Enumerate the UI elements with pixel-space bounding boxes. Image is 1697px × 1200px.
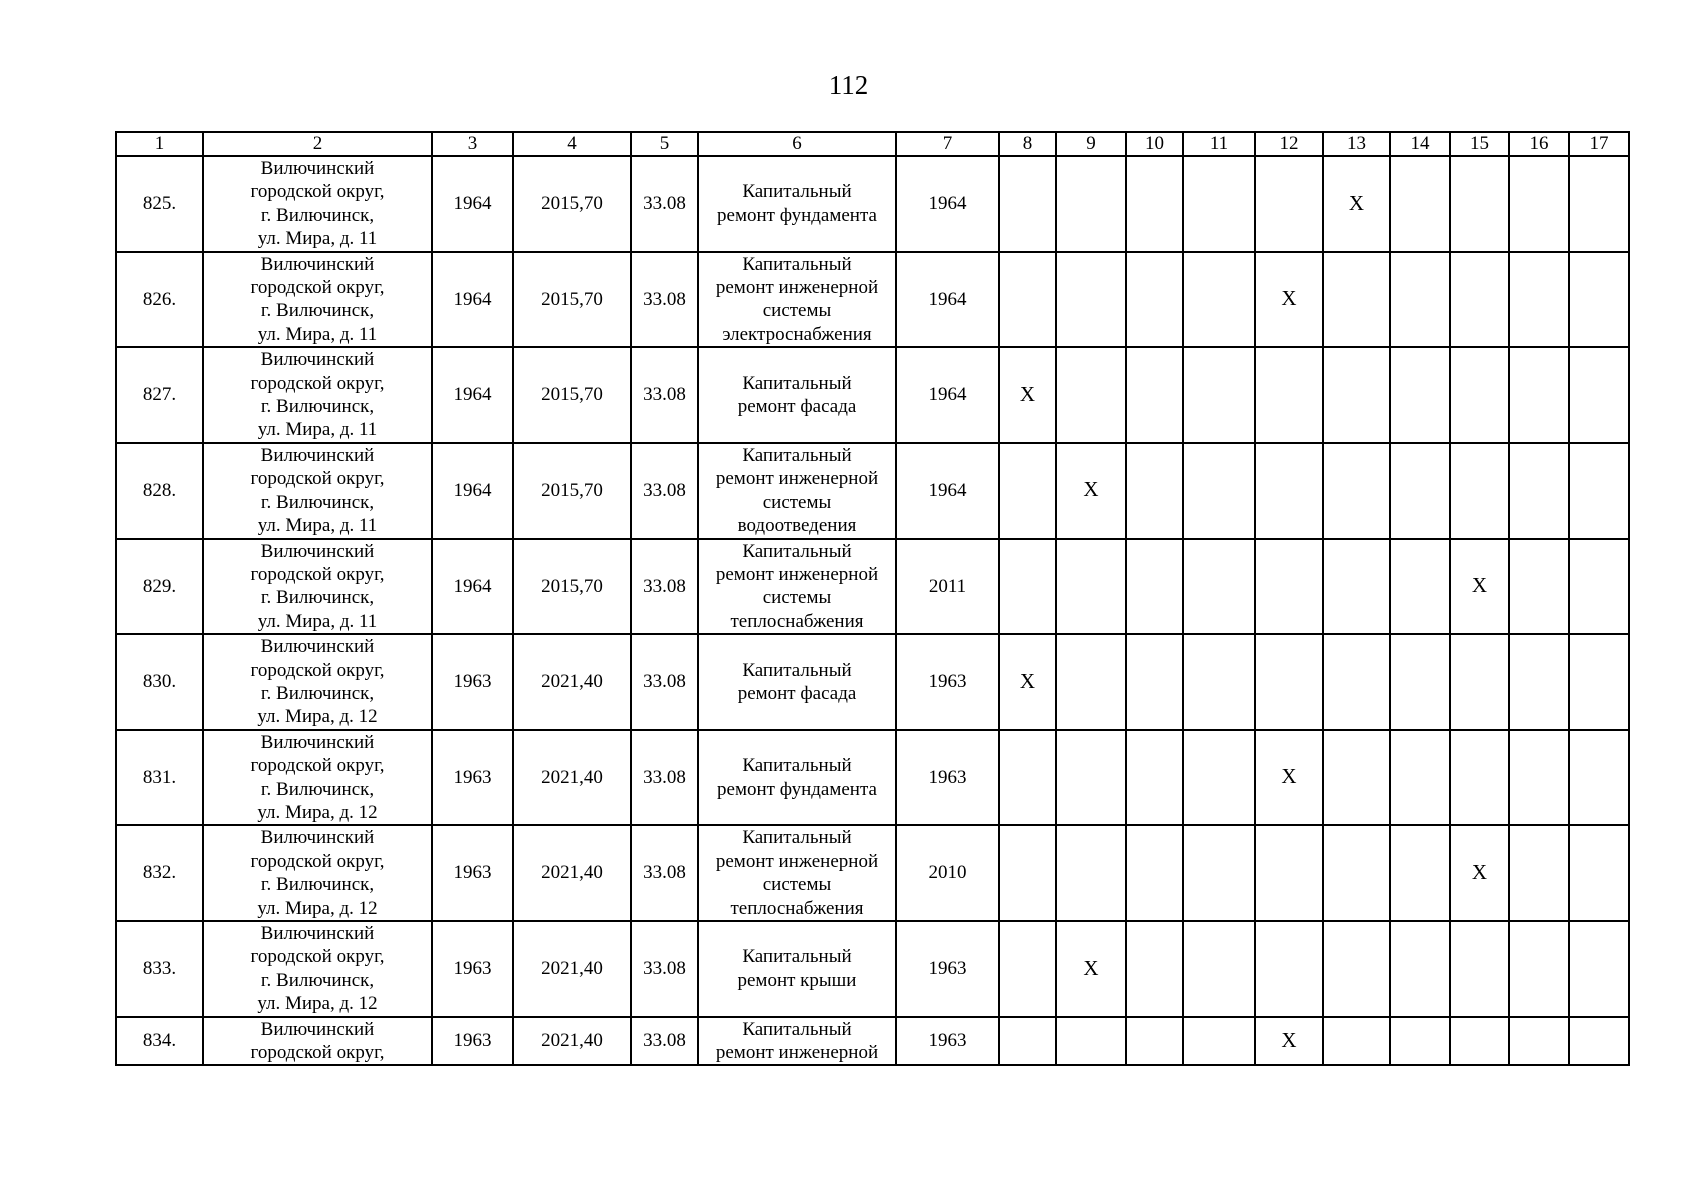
address-cell [203, 825, 432, 921]
row-number: 825. [116, 156, 203, 252]
total-area: 2021,40 [513, 730, 631, 826]
period-cell-17 [1569, 825, 1629, 921]
scheduled-mark: X [1471, 573, 1488, 598]
work-line: Капитальный [742, 181, 852, 203]
addr-line: ул. Мира, д. 11 [257, 610, 378, 632]
work-line: Капитальный [742, 827, 852, 849]
period-cell-9 [1056, 539, 1126, 635]
period-cell-10 [1126, 156, 1183, 252]
period-cell-14 [1390, 156, 1450, 252]
addr-line: Вилючинский [260, 636, 375, 658]
addr-line: ул. Мира, д. 11 [257, 228, 378, 250]
period-cell-8 [999, 1017, 1056, 1066]
code: 33.08 [631, 825, 698, 921]
period-cell-10 [1126, 825, 1183, 921]
scheduled-mark: X [1083, 477, 1099, 502]
repair-year: 1964 [896, 156, 999, 252]
period-cell-14 [1390, 252, 1450, 348]
work-type-cell [698, 347, 896, 443]
total-area: 2015,70 [513, 443, 631, 539]
period-cell-12 [1255, 825, 1323, 921]
addr-line: г. Вилючинск, [260, 204, 375, 226]
total-area: 2021,40 [513, 921, 631, 1017]
period-cell-10 [1126, 443, 1183, 539]
period-cell-11 [1183, 156, 1255, 252]
work-line: системы [762, 587, 832, 609]
repair-year: 1964 [896, 347, 999, 443]
addr-line: Вилючинский [260, 540, 375, 562]
addr-line: городской округ, [250, 181, 385, 203]
work-type-cell [698, 730, 896, 826]
period-cell-14 [1390, 347, 1450, 443]
period-cell-17 [1569, 539, 1629, 635]
repair-year: 1964 [896, 443, 999, 539]
scheduled-mark: X [1471, 859, 1488, 884]
row-number: 828. [116, 443, 203, 539]
row-number: 830. [116, 634, 203, 730]
scheduled-mark: X [1348, 190, 1365, 215]
period-cell-15 [1450, 634, 1509, 730]
period-cell-15 [1450, 443, 1509, 539]
addr-line: г. Вилючинск, [260, 300, 375, 322]
work-type-cell [698, 252, 896, 348]
period-cell-16 [1509, 252, 1569, 348]
row-number: 829. [116, 539, 203, 635]
period-cell-13 [1323, 252, 1390, 348]
period-cell-10 [1126, 252, 1183, 348]
period-cell-17 [1569, 252, 1629, 348]
period-cell-10 [1126, 1017, 1183, 1066]
row-number: 827. [116, 347, 203, 443]
addr-line: ул. Мира, д. 12 [257, 897, 378, 919]
addr-line: г. Вилючинск, [260, 778, 375, 800]
address-cell [203, 921, 432, 1017]
period-cell-8 [999, 443, 1056, 539]
work-line: водоотведения [737, 515, 857, 537]
table-row [116, 443, 1629, 539]
column-number-11: 11 [1183, 132, 1255, 156]
address-cell [203, 730, 432, 826]
address-cell [203, 156, 432, 252]
period-cell-14 [1390, 825, 1450, 921]
code: 33.08 [631, 156, 698, 252]
address-cell [203, 443, 432, 539]
addr-line: ул. Мира, д. 11 [257, 323, 378, 345]
period-cell-12 [1255, 1017, 1323, 1066]
period-cell-17 [1569, 1017, 1629, 1066]
period-cell-12 [1255, 156, 1323, 252]
repair-year: 1964 [896, 252, 999, 348]
addr-line: Вилючинский [260, 158, 375, 179]
column-number-12: 12 [1255, 132, 1323, 156]
address-cell [203, 634, 432, 730]
period-cell-12 [1255, 730, 1323, 826]
code: 33.08 [631, 634, 698, 730]
column-number-9: 9 [1056, 132, 1126, 156]
period-cell-11 [1183, 730, 1255, 826]
period-cell-9 [1056, 443, 1126, 539]
total-area: 2021,40 [513, 825, 631, 921]
period-cell-13 [1323, 443, 1390, 539]
period-cell-9 [1056, 347, 1126, 443]
period-cell-15 [1450, 921, 1509, 1017]
period-cell-11 [1183, 347, 1255, 443]
period-cell-10 [1126, 730, 1183, 826]
total-area: 2021,40 [513, 634, 631, 730]
period-cell-9 [1056, 730, 1126, 826]
period-cell-14 [1390, 921, 1450, 1017]
addr-line: Вилючинский [260, 253, 375, 275]
work-line: ремонт инженерной [715, 563, 879, 585]
addr-line: Вилючинский [260, 1018, 375, 1040]
addr-line: г. Вилючинск, [260, 587, 375, 609]
addr-line: Вилючинский [260, 731, 375, 753]
year-built: 1964 [432, 156, 513, 252]
work-line: ремонт фундамента [717, 778, 877, 800]
period-cell-11 [1183, 921, 1255, 1017]
period-cell-16 [1509, 1017, 1569, 1066]
code: 33.08 [631, 252, 698, 348]
year-built: 1963 [432, 921, 513, 1017]
capital-repair-table [115, 131, 1630, 1066]
table-row [116, 1017, 1629, 1066]
column-number-13: 13 [1323, 132, 1390, 156]
table-header [116, 132, 1629, 156]
period-cell-16 [1509, 347, 1569, 443]
period-cell-12 [1255, 443, 1323, 539]
period-cell-16 [1509, 443, 1569, 539]
period-cell-11 [1183, 1017, 1255, 1066]
table-row [116, 156, 1629, 252]
total-area: 2021,40 [513, 1017, 631, 1066]
addr-line: городской округ, [250, 659, 385, 681]
scheduled-mark: X [1083, 955, 1099, 980]
work-type-cell [698, 1017, 896, 1066]
addr-line: городской округ, [250, 372, 385, 394]
period-cell-14 [1390, 730, 1450, 826]
scheduled-mark: X [1281, 1027, 1297, 1052]
period-cell-8 [999, 156, 1056, 252]
period-cell-17 [1569, 156, 1629, 252]
period-cell-9 [1056, 156, 1126, 252]
period-cell-12 [1255, 539, 1323, 635]
work-line: Капитальный [742, 659, 852, 681]
scheduled-mark: X [1019, 668, 1036, 693]
period-cell-17 [1569, 443, 1629, 539]
address-cell [203, 252, 432, 348]
period-cell-14 [1390, 1017, 1450, 1066]
table-row [116, 730, 1629, 826]
column-number-8: 8 [999, 132, 1056, 156]
work-line: Капитальный [742, 946, 852, 968]
period-cell-14 [1390, 634, 1450, 730]
period-cell-8 [999, 921, 1056, 1017]
scheduled-mark: X [1019, 381, 1036, 406]
period-cell-15 [1450, 347, 1509, 443]
work-line: ремонт фундамента [717, 204, 877, 226]
period-cell-8 [999, 539, 1056, 635]
period-cell-10 [1126, 921, 1183, 1017]
code: 33.08 [631, 1017, 698, 1066]
period-cell-11 [1183, 252, 1255, 348]
page-number: 112 [828, 70, 869, 100]
period-cell-16 [1509, 156, 1569, 252]
period-cell-17 [1569, 347, 1629, 443]
work-type-cell [698, 539, 896, 635]
work-line: Капитальный [742, 372, 852, 394]
period-cell-13 [1323, 156, 1390, 252]
code: 33.08 [631, 539, 698, 635]
table-row [116, 634, 1629, 730]
year-built: 1963 [432, 634, 513, 730]
column-number-17: 17 [1569, 132, 1629, 156]
addr-line: городской округ, [250, 850, 385, 872]
addr-line: ул. Мира, д. 12 [257, 706, 378, 728]
period-cell-8 [999, 634, 1056, 730]
year-built: 1963 [432, 730, 513, 826]
row-number: 832. [116, 825, 203, 921]
scheduled-mark: X [1281, 286, 1297, 311]
column-number-7: 7 [896, 132, 999, 156]
total-area: 2015,70 [513, 156, 631, 252]
period-cell-13 [1323, 825, 1390, 921]
table-row [116, 539, 1629, 635]
total-area: 2015,70 [513, 252, 631, 348]
column-number-4: 4 [513, 132, 631, 156]
year-built: 1963 [432, 825, 513, 921]
period-cell-9 [1056, 1017, 1126, 1066]
repair-year: 1963 [896, 730, 999, 826]
addr-line: городской округ, [250, 1042, 385, 1064]
work-line: Капитальный [742, 253, 852, 275]
repair-year: 2010 [896, 825, 999, 921]
period-cell-12 [1255, 347, 1323, 443]
work-type-cell [698, 634, 896, 730]
work-line: ремонт инженерной [715, 1042, 879, 1064]
year-built: 1964 [432, 443, 513, 539]
addr-line: городской округ, [250, 468, 385, 490]
column-number-row [116, 132, 1629, 156]
addr-line: ул. Мира, д. 12 [257, 801, 378, 823]
period-cell-13 [1323, 921, 1390, 1017]
period-cell-16 [1509, 539, 1569, 635]
row-number: 831. [116, 730, 203, 826]
work-line: ремонт фасада [737, 396, 857, 418]
addr-line: г. Вилючинск, [260, 491, 375, 513]
work-line: ремонт инженерной [715, 277, 879, 299]
total-area: 2015,70 [513, 347, 631, 443]
period-cell-9 [1056, 921, 1126, 1017]
period-cell-15 [1450, 539, 1509, 635]
period-cell-16 [1509, 825, 1569, 921]
period-cell-11 [1183, 634, 1255, 730]
addr-line: г. Вилючинск, [260, 682, 375, 704]
addr-line: городской округ, [250, 755, 385, 777]
addr-line: городской округ, [250, 563, 385, 585]
repair-year: 1963 [896, 634, 999, 730]
row-number: 826. [116, 252, 203, 348]
addr-line: ул. Мира, д. 11 [257, 419, 378, 441]
period-cell-13 [1323, 1017, 1390, 1066]
work-line: Капитальный [742, 755, 852, 777]
addr-line: городской округ, [250, 277, 385, 299]
work-line: системы [762, 300, 832, 322]
scheduled-mark: X [1281, 764, 1297, 789]
work-type-cell [698, 921, 896, 1017]
table-row [116, 347, 1629, 443]
period-cell-17 [1569, 921, 1629, 1017]
table-row [116, 921, 1629, 1017]
period-cell-13 [1323, 347, 1390, 443]
row-number: 834. [116, 1017, 203, 1066]
period-cell-10 [1126, 347, 1183, 443]
period-cell-15 [1450, 252, 1509, 348]
column-number-2: 2 [203, 132, 432, 156]
period-cell-8 [999, 347, 1056, 443]
table-row [116, 252, 1629, 348]
period-cell-11 [1183, 443, 1255, 539]
table-body [116, 156, 1629, 1065]
period-cell-10 [1126, 634, 1183, 730]
work-line: ремонт инженерной [715, 850, 879, 872]
period-cell-15 [1450, 825, 1509, 921]
addr-line: ул. Мира, д. 12 [257, 993, 378, 1015]
work-line: ремонт инженерной [715, 468, 879, 490]
address-cell [203, 539, 432, 635]
work-line: Капитальный [742, 540, 852, 562]
year-built: 1964 [432, 539, 513, 635]
code: 33.08 [631, 921, 698, 1017]
addr-line: Вилючинский [260, 444, 375, 466]
address-cell [203, 1017, 432, 1066]
table-row [116, 825, 1629, 921]
addr-line: Вилючинский [260, 827, 375, 849]
period-cell-12 [1255, 921, 1323, 1017]
addr-line: г. Вилючинск, [260, 874, 375, 896]
repair-year: 1963 [896, 1017, 999, 1066]
work-line: Капитальный [742, 444, 852, 466]
year-built: 1964 [432, 252, 513, 348]
year-built: 1964 [432, 347, 513, 443]
column-number-16: 16 [1509, 132, 1569, 156]
code: 33.08 [631, 443, 698, 539]
work-line: теплоснабжения [730, 897, 864, 919]
period-cell-12 [1255, 634, 1323, 730]
work-type-cell [698, 156, 896, 252]
period-cell-15 [1450, 156, 1509, 252]
period-cell-15 [1450, 730, 1509, 826]
period-cell-16 [1509, 634, 1569, 730]
work-line: теплоснабжения [730, 610, 864, 632]
code: 33.08 [631, 347, 698, 443]
period-cell-12 [1255, 252, 1323, 348]
work-line: системы [762, 491, 832, 513]
period-cell-17 [1569, 634, 1629, 730]
period-cell-8 [999, 825, 1056, 921]
repair-year: 2011 [896, 539, 999, 635]
work-line: ремонт крыши [737, 969, 857, 991]
column-number-14: 14 [1390, 132, 1450, 156]
repair-year: 1963 [896, 921, 999, 1017]
address-cell [203, 347, 432, 443]
period-cell-15 [1450, 1017, 1509, 1066]
period-cell-13 [1323, 539, 1390, 635]
column-number-6: 6 [698, 132, 896, 156]
row-number: 833. [116, 921, 203, 1017]
period-cell-10 [1126, 539, 1183, 635]
period-cell-13 [1323, 730, 1390, 826]
work-line: Капитальный [742, 1018, 852, 1040]
addr-line: Вилючинский [260, 349, 375, 371]
column-number-1: 1 [116, 132, 203, 156]
period-cell-14 [1390, 539, 1450, 635]
work-line: электроснабжения [722, 323, 872, 345]
addr-line: г. Вилючинск, [260, 969, 375, 991]
period-cell-11 [1183, 539, 1255, 635]
period-cell-11 [1183, 825, 1255, 921]
period-cell-16 [1509, 730, 1569, 826]
period-cell-9 [1056, 825, 1126, 921]
period-cell-8 [999, 730, 1056, 826]
column-number-10: 10 [1126, 132, 1183, 156]
work-line: ремонт фасада [737, 682, 857, 704]
addr-line: городской округ, [250, 946, 385, 968]
period-cell-13 [1323, 634, 1390, 730]
work-type-cell [698, 443, 896, 539]
period-cell-8 [999, 252, 1056, 348]
total-area: 2015,70 [513, 539, 631, 635]
period-cell-16 [1509, 921, 1569, 1017]
addr-line: Вилючинский [260, 923, 375, 944]
code: 33.08 [631, 730, 698, 826]
period-cell-9 [1056, 634, 1126, 730]
addr-line: ул. Мира, д. 11 [257, 515, 378, 537]
period-cell-17 [1569, 730, 1629, 826]
period-cell-9 [1056, 252, 1126, 348]
column-number-15: 15 [1450, 132, 1509, 156]
period-cell-14 [1390, 443, 1450, 539]
addr-line: г. Вилючинск, [260, 396, 375, 418]
work-type-cell [698, 825, 896, 921]
column-number-3: 3 [432, 132, 513, 156]
column-number-5: 5 [631, 132, 698, 156]
year-built: 1963 [432, 1017, 513, 1066]
work-line: системы [762, 874, 832, 896]
